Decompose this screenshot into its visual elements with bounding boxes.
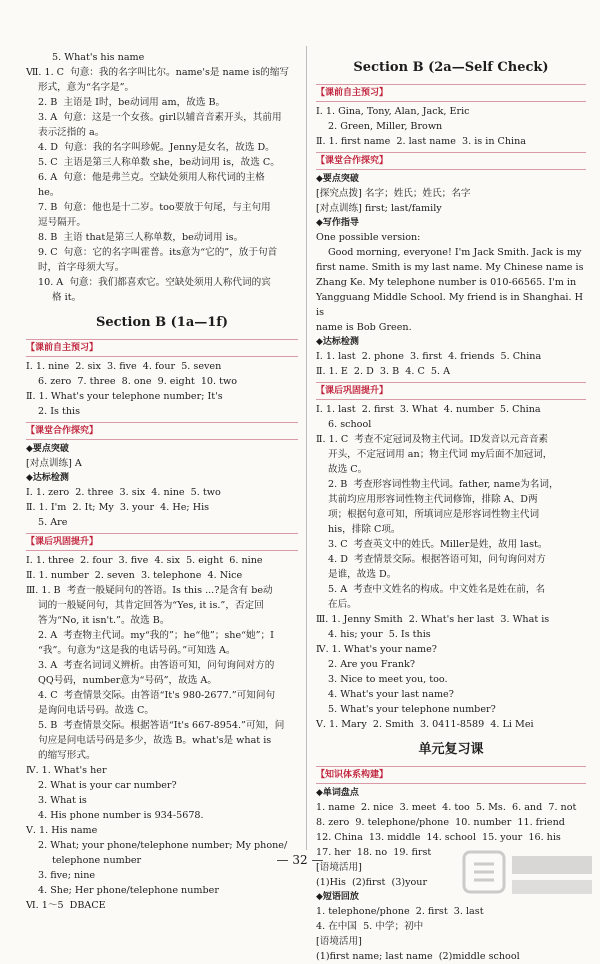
answer-line: 17. her 18. no 19. first	[316, 847, 432, 858]
subsection-heading: ◆要点突破	[316, 174, 359, 184]
answer-line: 表示泛指的 a。	[38, 127, 105, 138]
section-tag: 【课前自主预习】	[26, 339, 298, 357]
answer-line: Ⅲ. 1. B 考查一般疑问句的答语。Is this ...?是含有 be动	[26, 585, 273, 596]
answer-line: 9. C 句意：它的名字叫霍普。its意为“它的”，放于句首	[38, 247, 278, 258]
answer-line: telephone number	[52, 855, 142, 866]
answer-line: (1)first name; last name (2)middle school	[316, 951, 520, 962]
answer-line: 3. C 考查英文中的姓氏。Miller是姓，故用 last。	[328, 539, 548, 550]
subsection-heading: ◆写作指导	[316, 218, 359, 228]
answer-line: 答为“No, it isn't.”。故选 B。	[38, 615, 170, 626]
answer-line: 逗号隔开。	[38, 217, 86, 228]
section-tag: 【课堂合作探究】	[316, 152, 586, 170]
answer-line: 7. B 句意：他也是十二岁。too要放于句尾，与主句用	[38, 202, 271, 213]
answer-line: 1. telephone/phone 2. first 3. last	[316, 906, 484, 917]
subsection-heading: ◆短语回放	[316, 892, 359, 902]
section-tag: 【课后巩固提升】	[316, 382, 586, 400]
answer-line: 时，首字母须大写。	[38, 262, 125, 273]
answer-line: 8. zero 9. telephone/phone 10. number 11. friend	[316, 817, 565, 828]
answer-line: first name. Smith is my last name. My Chinese name is	[316, 262, 584, 273]
answer-line: 4. What's your last name?	[328, 689, 454, 700]
answer-line: Ⅰ. 1. three 2. four 3. five 4. six 5. eight 6. nine	[26, 555, 263, 566]
answer-line: 6. school	[328, 419, 372, 430]
answer-line: 5. A 考查中文姓名的构成。中文姓名是姓在前，名	[328, 584, 546, 595]
answer-line: 6. A 句意：他是弗兰克。空缺处须用人称代词的主格	[38, 172, 265, 183]
answer-line: 2. A 考查物主代词。my“我的”；he“他”；she“她”；I	[38, 630, 274, 641]
answer-line: Ⅱ. 1. I'm 2. It; My 3. your 4. He; His	[26, 502, 210, 513]
answer-line: 4. His phone number is 934-5678.	[38, 810, 204, 821]
answer-line: 5. Are	[38, 517, 68, 528]
answer-line: 8. B 主语 that是第三人称单数，be动词用 is。	[38, 232, 244, 243]
answer-line: [对点训练] first; last/family	[316, 203, 442, 214]
answer-line: 词的一般疑问句，其肯定回答为“Yes, it is.”，否定回	[38, 600, 264, 611]
answer-line: 4. D 考查情景交际。根据答语可知，问句询问对方	[328, 554, 546, 565]
answer-line: Yangguang Middle School. My friend is in Shanghai. His	[316, 292, 583, 318]
section-tag: 【知识体系构建】	[316, 766, 586, 784]
answer-line: 5. What's your telephone number?	[328, 704, 496, 715]
answer-line: 3. five; nine	[38, 870, 96, 881]
answer-line: 2. B 主语是 I时，be动词用 am，故选 B。	[38, 97, 226, 108]
answer-line: he。	[38, 187, 60, 198]
answer-line: 2. Is this	[38, 406, 80, 417]
answer-line: 格 it。	[52, 292, 82, 303]
answer-line: name is Bob Green.	[316, 322, 412, 333]
answer-line: 2. B 考查形容词性物主代词。father, name为名词，	[328, 479, 559, 490]
answer-line: 3. Nice to meet you, too.	[328, 674, 448, 685]
answer-line: 1. name 2. nice 3. meet 4. too 5. Ms. 6. and 7. not	[316, 802, 577, 813]
answer-line: 项；根据句意可知，所填词应是形容词性物主代词	[328, 509, 540, 520]
answer-line: Ⅱ. 1. first name 2. last name 3. is in China	[316, 136, 527, 147]
answer-line: Ⅱ. 1. What's your telephone number; It's	[26, 391, 223, 402]
section-title: Section B (1a—1f)	[95, 315, 229, 330]
answer-line: 2. Green, Miller, Brown	[328, 121, 443, 132]
answer-line: 6. zero 7. three 8. one 9. eight 10. two	[38, 376, 237, 387]
section-tag: 【课前自主预习】	[316, 84, 586, 102]
answer-line: Ⅱ. 1. C 考查不定冠词及物主代词。ID发音以元音音素	[316, 434, 549, 445]
answer-line: 5. B 考查情景交际。根据答语“It's 667-8954.”可知，问	[38, 720, 285, 731]
answer-line: 句应是问电话号码是多少，故选 B。what's是 what is	[38, 735, 272, 746]
subsection-heading: ◆达标检测	[316, 337, 359, 347]
answer-line: 3. A 考查名词词义辨析。由答语可知，问句询问对方的	[38, 660, 275, 671]
answer-line: Ⅴ. 1. His name	[26, 825, 98, 836]
answer-line: 开头，不定冠词用 an；物主代词 my后面不加冠词，	[328, 449, 553, 460]
answer-line: Ⅰ. 1. nine 2. six 3. five 4. four 5. seven	[26, 361, 222, 372]
answer-line: Ⅳ. 1. What's her	[26, 765, 107, 776]
answer-line: 3. A 句意：这是一个女孩。girl以辅音音素开头，其前用	[38, 112, 282, 123]
answer-line: 在后。	[328, 599, 357, 610]
answer-line: Ⅵ. 1～5 DBACE	[26, 900, 106, 911]
section-title: 单元复习课	[418, 742, 484, 757]
answer-line: [语境活用]	[316, 862, 362, 873]
section-tag: 【课后巩固提升】	[26, 533, 298, 551]
answer-line: 是询问电话号码。故选 C。	[38, 705, 154, 716]
answer-line: 形式，意为“名字是”。	[38, 82, 135, 93]
answer-line: 4. 在中国 5. 中学；初中	[316, 921, 424, 932]
answer-line: 故选 C。	[328, 464, 368, 475]
answer-line: 5. C 主语是第三人称单数 she，be动词用 is，故选 C。	[38, 157, 280, 168]
answer-line: “我”。句意为“这是我的电话号码。”可知选 A。	[38, 645, 236, 656]
watermark-logo-icon	[460, 846, 600, 904]
answer-line: [探究点拨] 名字；姓氏；姓氏；名字	[316, 188, 471, 199]
answer-line: his，排除 C项。	[328, 524, 401, 535]
section-tag: 【课堂合作探究】	[26, 422, 298, 440]
answer-line: Ⅳ. 1. What's your name?	[316, 644, 437, 655]
answer-line: Ⅰ. 1. last 2. phone 3. first 4. friends 5. China	[316, 351, 542, 362]
right-column	[316, 50, 586, 964]
column-divider	[306, 46, 307, 850]
answer-line: 3. What is	[38, 795, 87, 806]
page-number: — 32 —	[276, 853, 324, 867]
subsection-heading: ◆达标检测	[26, 473, 69, 483]
answer-line: [对点训练] A	[26, 458, 82, 469]
answer-line: Ⅴ. 1. Mary 2. Smith 3. 0411-8589 4. Li Mei	[316, 719, 534, 730]
answer-line: 5. What's his name	[52, 52, 145, 63]
answer-line: 其前均应用形容词性物主代词修饰，排除 A、D两	[328, 494, 538, 505]
answer-line: 4. his; your 5. Is this	[328, 629, 431, 640]
answer-line: 2. What is your car number?	[38, 780, 177, 791]
answer-line: Ⅰ. 1. last 2. first 3. What 4. number 5. China	[316, 404, 541, 415]
answer-line: 12. China 13. middle 14. school 15. your 16. his	[316, 832, 561, 843]
subsection-heading: ◆单词盘点	[316, 788, 359, 798]
answer-line: 4. She; Her phone/telephone number	[38, 885, 219, 896]
left-column	[26, 50, 298, 913]
answer-line: Good morning, everyone! I'm Jack Smith. Jack is my	[328, 247, 582, 258]
answer-line: Ⅰ. 1. zero 2. three 3. six 4. nine 5. two	[26, 487, 221, 498]
answer-line: (1)His (2)first (3)your	[316, 877, 428, 888]
answer-line: 10. A 句意：我们都喜欢它。空缺处须用人称代词的宾	[38, 277, 271, 288]
answer-line: QQ号码，number意为“号码”，故选 A。	[38, 675, 217, 686]
answer-line: 2. What; your phone/telephone number; My phone/	[38, 840, 288, 851]
answer-line: Ⅶ. 1. C 句意：我的名字叫比尔。name's是 name is的缩写	[26, 67, 290, 78]
subsection-heading: ◆要点突破	[26, 444, 69, 454]
answer-line: Ⅲ. 1. Jenny Smith 2. What's her last 3. What is	[316, 614, 550, 625]
answer-line: 4. D 句意：我的名字叫珍妮。Jenny是女名，故选 D。	[38, 142, 275, 153]
answer-line: Ⅰ. 1. Gina, Tony, Alan, Jack, Eric	[316, 106, 470, 117]
answer-line: 是谁，故选 D。	[328, 569, 397, 580]
answer-line: Ⅱ. 1. number 2. seven 3. telephone 4. Nice	[26, 570, 243, 581]
answer-line: Zhang Ke. My telephone number is 010-66565. I'm in	[316, 277, 577, 288]
answer-line: [语境活用]	[316, 936, 362, 947]
answer-line: Ⅱ. 1. E 2. D 3. B 4. C 5. A	[316, 366, 451, 377]
answer-line: 的缩写形式。	[38, 750, 96, 761]
answer-line: 2. Are you Frank?	[328, 659, 415, 670]
answer-line: 4. C 考查情景交际。由答语“It's 980-2677.”可知问句	[38, 690, 276, 701]
section-title: Section B (2a—Self Check)	[353, 60, 549, 75]
answer-line: One possible version:	[316, 232, 421, 243]
